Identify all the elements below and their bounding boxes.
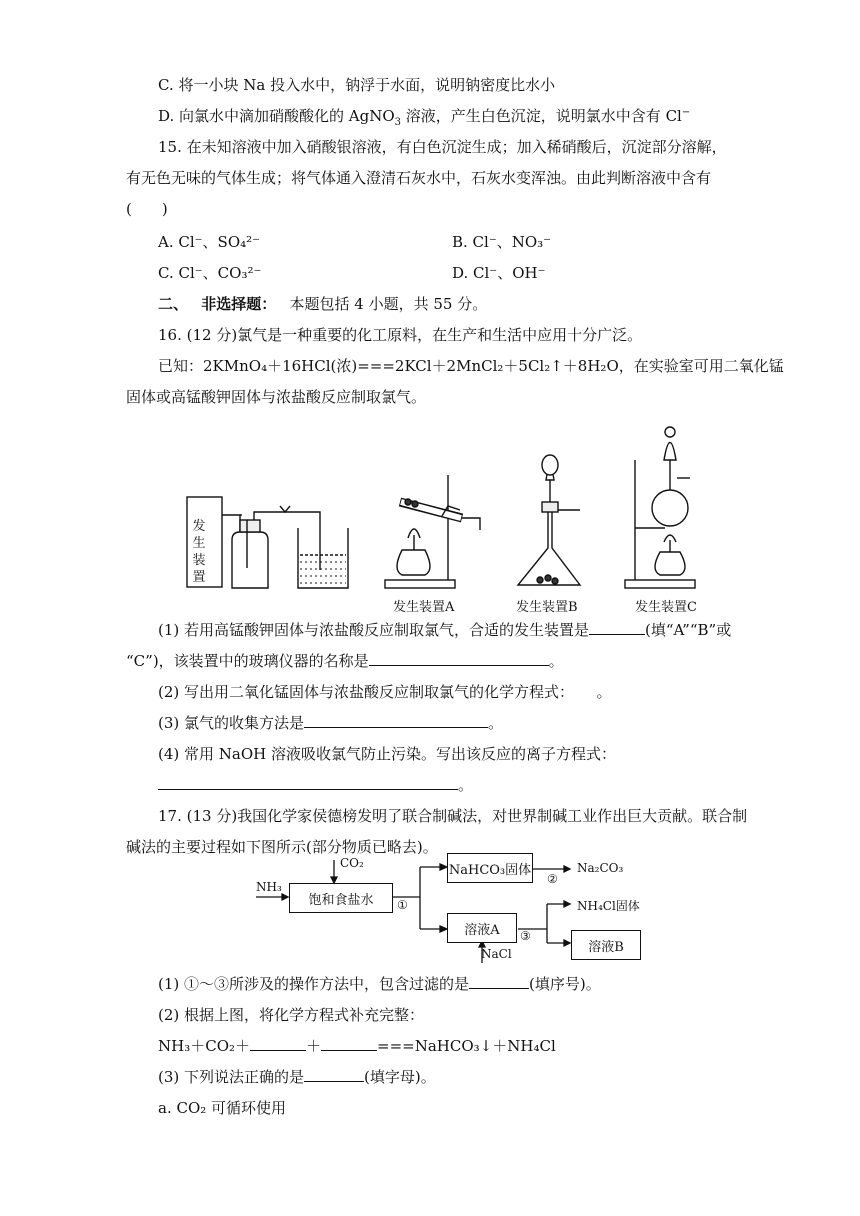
q17-p3-hint: (填字母)。 (364, 1068, 436, 1086)
q17-eq-part2: ===NaHCO₃↓＋NH₄Cl (377, 1037, 556, 1055)
label-nacl: NaCl (481, 947, 512, 961)
q16-p1-end: 。 (548, 652, 564, 670)
gen-char-2: 生 (192, 536, 206, 551)
q16-p3-blank[interactable] (304, 713, 488, 728)
q16-p1-text: (1) 若用高锰酸钾固体与浓盐酸反应制取氯气，合适的发生装置是 (158, 621, 590, 639)
caption-a: 发生装置A (393, 600, 455, 615)
label-step1: ① (397, 898, 408, 912)
q15-option-c: C. Cl⁻、CO₃²⁻ (158, 264, 262, 282)
alcohol-lamp-c (655, 552, 685, 575)
section-heading (158, 294, 487, 314)
q14-option-d (158, 106, 690, 126)
box-nahco3-label: NaHCO₃固体 (448, 862, 532, 878)
q16-part1-line2 (126, 651, 564, 671)
q17-option-a: a. CO₂ 可循环使用 (158, 1099, 287, 1117)
q16-part2: (2) 写出用二氧化锰固体与浓盐酸反应制取氯气的化学方程式： 。 (158, 683, 612, 701)
q14-d-sup: − (681, 107, 691, 118)
q17-eq-part1: NH₃＋CO₂＋ (158, 1037, 251, 1055)
q14-option-c: C. 将一小块 Na 投入水中，钠浮于水面，说明钠密度比水小 (158, 76, 556, 94)
box-solution-a (447, 913, 517, 943)
label-nh3: NH₃ (256, 880, 282, 894)
q16-line1: 16. (12 分)氯气是一种重要的化工原料，在生产和生活中应用十分广泛。 (158, 326, 643, 344)
solid-reagent-a (405, 499, 411, 505)
section-desc: 本题包括 4 小题，共 55 分。 (289, 295, 488, 313)
q16-p3-text: (3) 氯气的收集方法是 (158, 714, 305, 732)
caption-b: 发生装置B (516, 600, 578, 615)
box-solution-b (571, 930, 641, 960)
q14-d-part2: 溶液，产生白色沉淀，说明氯水中含有 Cl (401, 107, 682, 125)
bottle-stopper (240, 520, 260, 532)
label-step3: ③ (520, 929, 531, 943)
lamp-flame-c (664, 535, 676, 552)
q16-p1-blank-1[interactable] (589, 620, 645, 635)
conical-flask-b (518, 505, 580, 585)
lamp-flame-a (408, 529, 420, 550)
q16-p1-hint: (填“A”“B”或 (645, 621, 732, 639)
q17-p1-blank[interactable] (469, 974, 529, 989)
q17-part3 (158, 1067, 436, 1087)
box-nahco3 (447, 853, 533, 883)
q17-p1-text: (1) ①～③所涉及的操作方法中，包含过滤的是 (158, 975, 470, 993)
q17-p3-text: (3) 下列说法正确的是 (158, 1068, 305, 1086)
label-na2co3: Na₂CO₃ (577, 861, 624, 875)
box-solution-a-label: 溶液A (464, 922, 500, 938)
label-step2: ② (547, 872, 558, 886)
round-flask-c (652, 490, 688, 526)
label-co2: CO₂ (340, 856, 364, 870)
solid-reagent-b (537, 577, 543, 583)
clamp (280, 506, 290, 512)
q15-line1: 15. 在未知溶液中加入硝酸银溶液，有白色沉淀生成；加入稀硝酸后，沉淀部分溶解， (158, 138, 727, 156)
q17-eq-blank-1[interactable] (250, 1036, 306, 1051)
apparatus-figure (180, 420, 720, 595)
q15-line2: 有无色无味的气体生成；将气体通入澄清石灰水中，石灰水变浑浊。由此判断溶液中含有 (126, 169, 712, 187)
gen-char-3: 装 (192, 553, 206, 568)
beaker (298, 528, 348, 588)
q16-p1-text2: “C”)，该装置中的玻璃仪器的名称是 (126, 652, 369, 670)
q15-option-a: A. Cl⁻、SO₄²⁻ (158, 233, 261, 251)
outlet-a (462, 518, 480, 530)
q17-p3-blank[interactable] (304, 1067, 364, 1082)
q14-d-part1: D. 向氯水中滴加硝酸酸化的 AgNO (158, 107, 395, 125)
label-nh4cl: NH₄Cl固体 (577, 899, 640, 913)
q16-p1-blank-2[interactable] (369, 651, 549, 666)
gen-char-4: 置 (192, 570, 206, 585)
section-number: 二、 (158, 295, 189, 313)
q17-eq-blank-2[interactable] (321, 1036, 377, 1051)
wash-bottle (232, 532, 268, 588)
stopper-b (542, 502, 558, 512)
q16-p3-end: 。 (488, 714, 504, 732)
alcohol-lamp-a (397, 550, 430, 575)
box-brine-label: 饱和食盐水 (308, 892, 374, 908)
q17-part2: (2) 根据上图，将化学方程式补充完整： (158, 1006, 425, 1024)
q16-part4: (4) 常用 NaOH 溶液吸收氯气防止污染。写出该反应的离子方程式： (158, 745, 617, 763)
q17-eq-plus: ＋ (306, 1037, 322, 1055)
q15-option-b: B. Cl⁻、NO₃⁻ (452, 233, 552, 251)
section-title: 非选择题： (201, 295, 277, 313)
q16-line2: 已知：2KMnO₄＋16HCl(浓)===2KCl＋2MnCl₂＋5Cl₂↑＋8H₂O，在实验室可用二氧化锰 (158, 357, 784, 375)
stand-base-c (625, 580, 695, 588)
q16-part4-answer (158, 775, 473, 795)
q17-line2: 碱法的主要过程如下图所示(部分物质已略去)。 (126, 838, 438, 856)
q16-part3 (158, 713, 503, 733)
q17-equation (158, 1036, 556, 1056)
q15-line3: ( ) (126, 200, 168, 218)
funnel-c (664, 443, 676, 461)
q16-p4-blank[interactable] (158, 775, 458, 790)
q16-p4-end: 。 (458, 776, 474, 794)
q16-line3: 固体或高锰酸钾固体与浓盐酸反应制取氯气。 (126, 388, 427, 406)
caption-c: 发生装置C (635, 600, 697, 615)
generator-box-label (189, 518, 209, 586)
box-brine (289, 883, 393, 913)
q17-line1: 17. (13 分)我国化学家侯德榜发明了联合制碱法，对世界制碱工业作出巨大贡献。联合制 (158, 807, 748, 825)
q17-part1 (158, 974, 601, 994)
stand-base-a (385, 580, 455, 588)
q17-p1-hint: (填序号)。 (529, 975, 601, 993)
q15-option-d: D. Cl⁻、OH⁻ (452, 264, 546, 282)
q14-d-sub: 3 (394, 117, 402, 128)
gen-char-1: 发 (192, 519, 206, 534)
q16-part1-line1 (158, 620, 731, 640)
box-solution-b-label: 溶液B (588, 939, 624, 955)
